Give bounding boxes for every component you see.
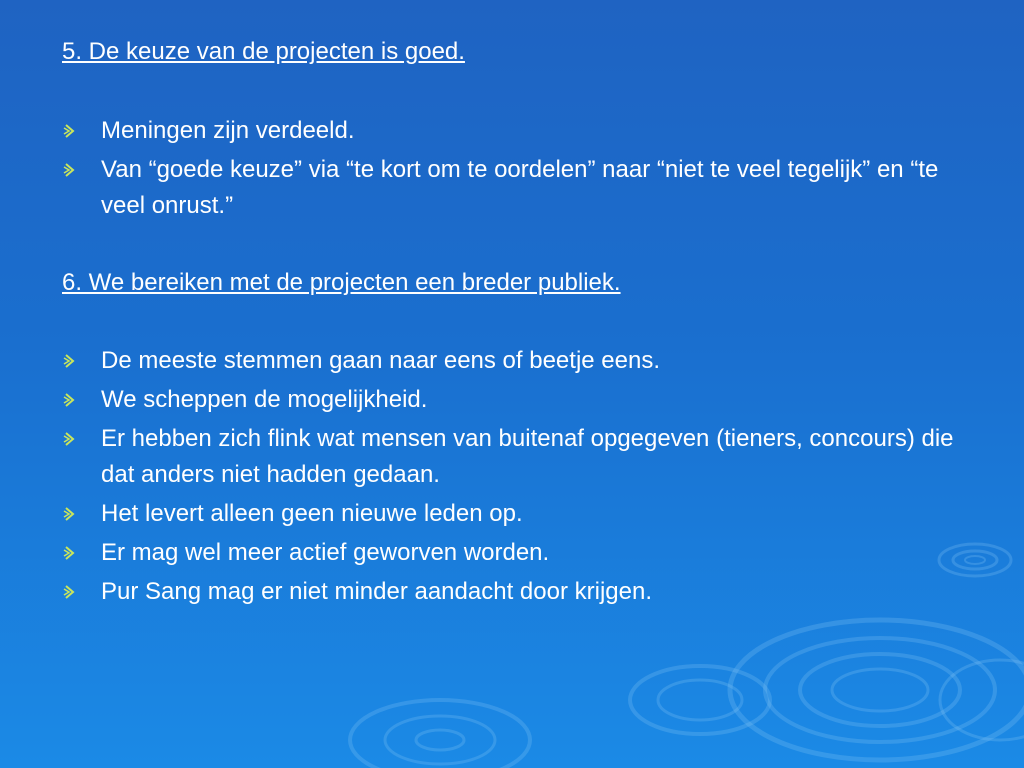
bullet-text: Het levert alleen geen nieuwe leden op. — [101, 500, 523, 527]
arrow-bullet-icon — [62, 431, 78, 447]
bullet-text: We scheppen de mogelijkheid. — [101, 386, 428, 413]
bullet-text: Er hebben zich flink wat mensen van buitenaf opgegeven (tieners, concours) die dat anders niet hadden gedaan. — [101, 425, 954, 488]
arrow-bullet-icon — [62, 392, 78, 408]
list-item — [62, 382, 962, 418]
bullet-text: Van “goede keuze” via “te kort om te oordelen” naar “niet te veel tegelijk” en “te veel onrust.” — [101, 156, 939, 219]
arrow-bullet-icon — [62, 545, 78, 561]
list-item — [62, 113, 962, 149]
bullet-text: Meningen zijn verdeeld. — [101, 117, 355, 144]
section-6-bullet-list — [62, 343, 962, 610]
list-item — [62, 343, 962, 379]
section-5-heading: 5. De keuze van de projecten is goed. — [62, 38, 465, 65]
list-item — [62, 152, 962, 224]
section-6-heading: 6. We bereiken met de projecten een breder publiek. — [62, 269, 621, 296]
arrow-bullet-icon — [62, 162, 78, 178]
list-item — [62, 535, 962, 571]
arrow-bullet-icon — [62, 123, 78, 139]
arrow-bullet-icon — [62, 353, 78, 369]
section-5-bullet-list — [62, 113, 962, 224]
arrow-bullet-icon — [62, 584, 78, 600]
list-item — [62, 421, 962, 493]
list-item — [62, 496, 962, 532]
bullet-text: Pur Sang mag er niet minder aandacht door krijgen. — [101, 578, 652, 605]
slide-content — [62, 34, 962, 613]
bullet-text: De meeste stemmen gaan naar eens of beetje eens. — [101, 347, 661, 374]
bullet-text: Er mag wel meer actief geworven worden. — [101, 539, 550, 566]
list-item — [62, 574, 962, 610]
arrow-bullet-icon — [62, 506, 78, 522]
